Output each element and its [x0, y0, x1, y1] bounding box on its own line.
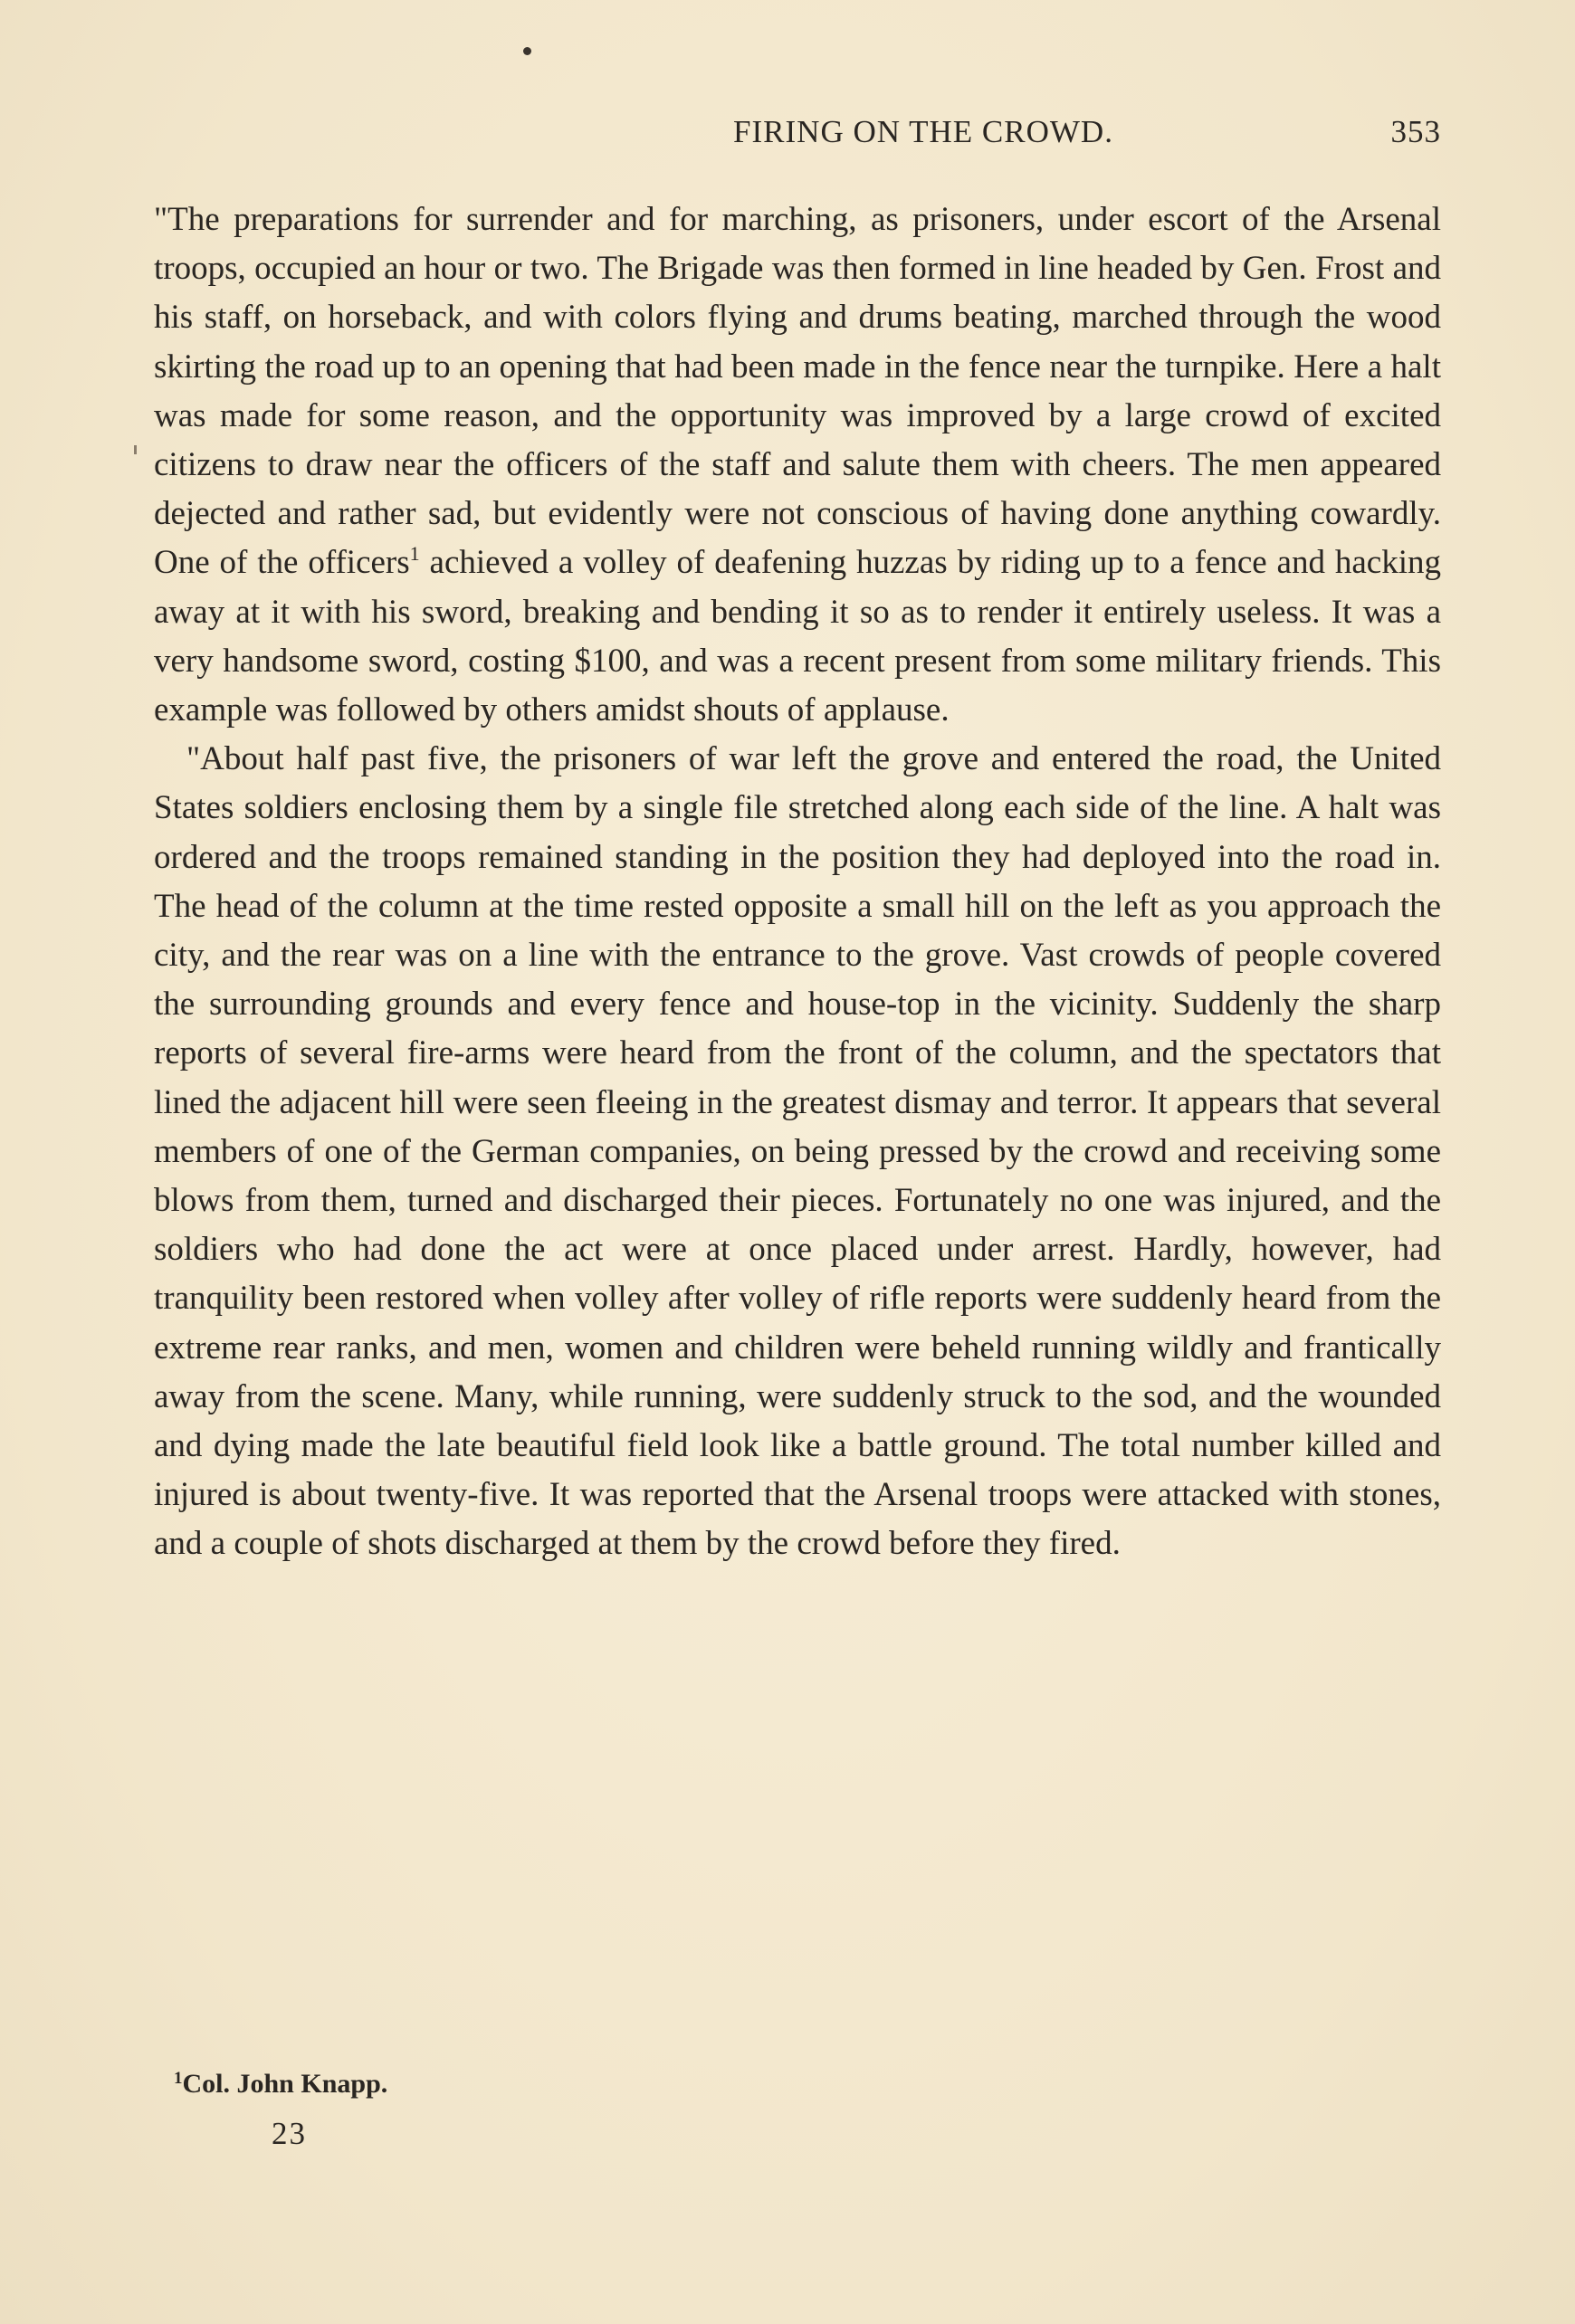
footnote: [174, 2069, 387, 2100]
page-header: [154, 114, 1441, 157]
ink-speck: [523, 47, 531, 55]
body-text: [154, 195, 1441, 1569]
margin-mark: [134, 445, 137, 454]
footnote-reference: 1: [409, 542, 420, 566]
footnote-marker: 1: [174, 2069, 183, 2088]
running-head: FIRING ON THE CROWD.: [733, 114, 1113, 149]
paragraph: [154, 195, 1441, 735]
paragraph: "About half past five, the prisoners of war left the grove and entered the road, the United States soldiers enclosing them by a single file stretched along each side of the line. A halt was ordered and the troops remained standing in the position they had deployed into the road in. The head of the column at the time rested opposite a small hill on the left as you approach the city, and the rear was on a line with the entrance to the grove. Vast crowds of people covered the surrounding grounds and every fence and house-top in the vicinity. Suddenly the sharp reports of several fire-arms were heard from the front of the column, and the spectators that lined the adjacent hill were seen fleeing in the greatest dismay and terror. It appears that several members of one of the German companies, on being pressed by the crowd and receiving some blows from them, turned and discharged their pieces. Fortunately no one was injured, and the soldiers who had done the act were at once placed under arrest. Hardly, however, had tranquility been restored when volley after volley of rifle reports were suddenly heard from the extreme rear ranks, and men, women and children were beheld running wildly and frantically away from the scene. Many, while running, were suddenly struck to the sod, and the wounded and dying made the late beautiful field look like a battle ground. The total number killed and injured is about twenty-five. It was reported that the Arsenal troops were attacked with stones, and a couple of shots discharged at them by the crowd before they fired.: [154, 740, 1441, 1563]
footnote-text: Col. John Knapp.: [182, 2069, 388, 2099]
signature-mark: 23: [272, 2116, 307, 2151]
paragraph-text: achieved a volley of deafening huzzas by riding up to a fence and hacking away at it with his sword, breaking and bending it so as to render it entirely useless. It was a very handsome sword, costing $100, and was a recent present from some military friends. This example was followed by others amidst shouts of applause.: [154, 544, 1441, 729]
paragraph-text: "The preparations for surrender and for marching, as prisoners, under escort of the Arsenal troops, occupied an hour or two. The Brigade was then formed in line headed by Gen. Frost and his staff, on horseback, and with colors flying and drums beating, marched through the wood skirting the road up to an opening that had been made in the fence near the turnpike. Here a halt was made for some reason, and the opportunity was improved by a large crowd of excited citizens to draw near the officers of the staff and salute them with cheers. The men appeared dejected and rather sad, but evidently were not conscious of having done anything cowardly. One of the officers: [154, 201, 1441, 582]
page-number: 353: [1390, 114, 1441, 149]
